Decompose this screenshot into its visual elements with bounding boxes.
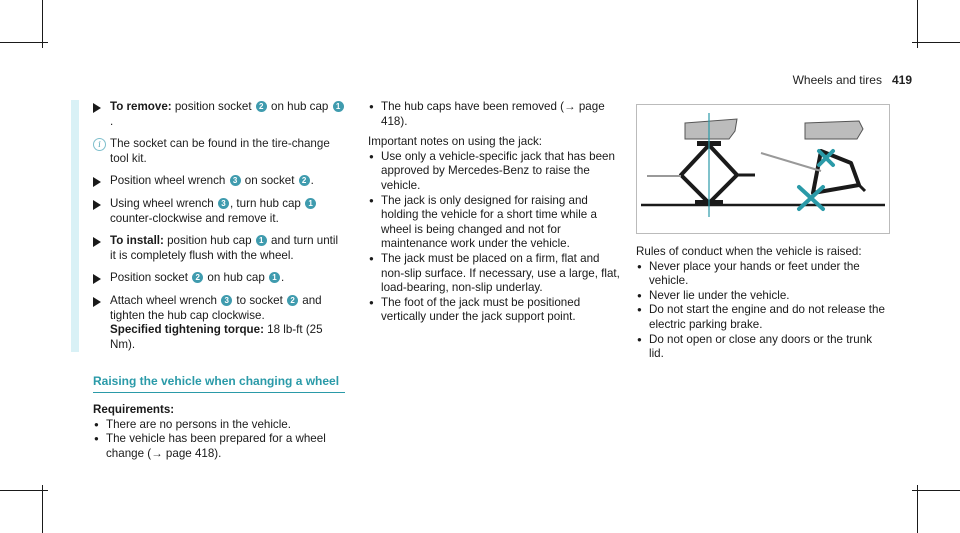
step-text: . [281, 271, 285, 285]
steps-group-a [93, 100, 345, 129]
callout-number-badge: 1 [256, 235, 267, 246]
crop-mark [42, 485, 43, 533]
crop-mark [917, 0, 918, 48]
bullet-item: ● Do not start the engine and do not release the electric parking brake. [636, 303, 888, 332]
jack-illustration [636, 104, 890, 234]
rules-label: Rules of conduct when the vehicle is raised: [636, 245, 862, 258]
step-text: and tighten the hub cap clockwise. [110, 293, 322, 322]
callout-number-badge: 1 [269, 272, 280, 283]
step-text: and turn until it is completely flush with the wheel. [110, 234, 339, 262]
callout-number-badge: 2 [287, 295, 298, 306]
requirements-label: Requirements: [93, 402, 175, 416]
crop-mark [0, 42, 48, 43]
info-text: The socket can be found in the tire-change tool kit. [110, 137, 330, 165]
step-label: Specified tightening torque: [110, 323, 264, 337]
running-header [793, 73, 912, 87]
step-arrow-icon [93, 103, 101, 113]
callout-number-badge: 1 [333, 101, 344, 112]
step-text: 18 lb-ft (25 Nm). [110, 323, 323, 351]
section-title: Raising the vehicle when changing a wheel [93, 374, 345, 393]
procedure-steps [71, 100, 345, 352]
procedure-step [93, 197, 345, 226]
crop-mark [0, 490, 48, 491]
callout-number-badge: 3 [218, 198, 229, 209]
info-icon: i [93, 138, 106, 151]
bullet-item: ● The hub caps have been removed (→ page 418). [368, 100, 620, 129]
notes-list [368, 150, 620, 325]
step-label: To install: [110, 234, 164, 248]
step-text: Using wheel wrench [110, 196, 217, 210]
step-text: . [110, 114, 114, 128]
callout-number-badge: 1 [305, 198, 316, 209]
column-left [93, 100, 345, 461]
bullet-item: ● The jack is only designed for raising and holding the vehicle for a short time while a wheel is being changed and not for maintenance work under the vehicle. [368, 194, 620, 252]
step-text: counter-clockwise and remove it. [110, 211, 279, 225]
bullet-item: ● There are no persons in the vehicle. [93, 418, 345, 433]
step-label: To remove: [110, 100, 172, 113]
procedure-step [93, 174, 345, 189]
step-text: on socket [241, 174, 298, 188]
steps-group-b [93, 174, 345, 352]
crop-mark [912, 490, 960, 491]
section-name: Wheels and tires [792, 73, 882, 87]
step-text: to socket [233, 293, 287, 307]
step-text: Attach wheel wrench [110, 293, 221, 307]
bullet-item: ● Do not open or close any doors or the trunk lid. [636, 333, 888, 362]
callout-number-badge: 2 [256, 101, 267, 112]
info-note [93, 137, 345, 166]
requirements-list-continued [368, 100, 620, 129]
step-arrow-icon [93, 297, 101, 307]
page-number: 419 [891, 73, 912, 87]
column-middle [368, 100, 620, 325]
callout-number-badge: 2 [299, 175, 310, 186]
bullet-item: ● The vehicle has been prepared for a wheel change (→ page 418). [93, 432, 345, 461]
procedure-step [93, 234, 345, 263]
callout-number-badge: 3 [221, 295, 232, 306]
step-text: , turn hub cap [229, 196, 305, 210]
crop-mark [42, 0, 43, 48]
column-right [636, 245, 888, 362]
step-arrow-icon [93, 200, 101, 210]
bullet-item: ● The foot of the jack must be positioned vertically under the jack support point. [368, 296, 620, 325]
bullet-item: ● Never lie under the vehicle. [636, 289, 888, 304]
step-text: position hub cap [163, 234, 255, 248]
callout-number-badge: 2 [192, 272, 203, 283]
procedure-step [93, 271, 345, 286]
bullet-item: ● Never place your hands or feet under the vehicle. [636, 260, 888, 289]
step-text: on hub cap [267, 100, 332, 113]
crop-mark [917, 485, 918, 533]
step-text: position socket [171, 100, 255, 113]
bullet-item: ● Use only a vehicle-specific jack that has been approved by Mercedes-Benz to raise the vehicle. [368, 150, 620, 194]
procedure-step [93, 100, 345, 129]
step-arrow-icon [93, 177, 101, 187]
step-text: Position socket [110, 271, 192, 285]
step-arrow-icon [93, 274, 101, 284]
crop-mark [912, 42, 960, 43]
step-arrow-icon [93, 237, 101, 247]
bullet-item: ● The jack must be placed on a firm, flat and non-slip surface. If necessary, use a large, flat, load-bearing, non-slip underlay. [368, 252, 620, 296]
step-text: on hub cap [204, 271, 269, 285]
rules-list [636, 260, 888, 362]
step-text: Position wheel wrench [110, 174, 229, 188]
callout-number-badge: 3 [230, 175, 241, 186]
procedure-step [93, 294, 345, 352]
requirements-list [93, 418, 345, 462]
step-text: . [310, 174, 314, 188]
notes-label: Important notes on using the jack: [368, 135, 543, 149]
